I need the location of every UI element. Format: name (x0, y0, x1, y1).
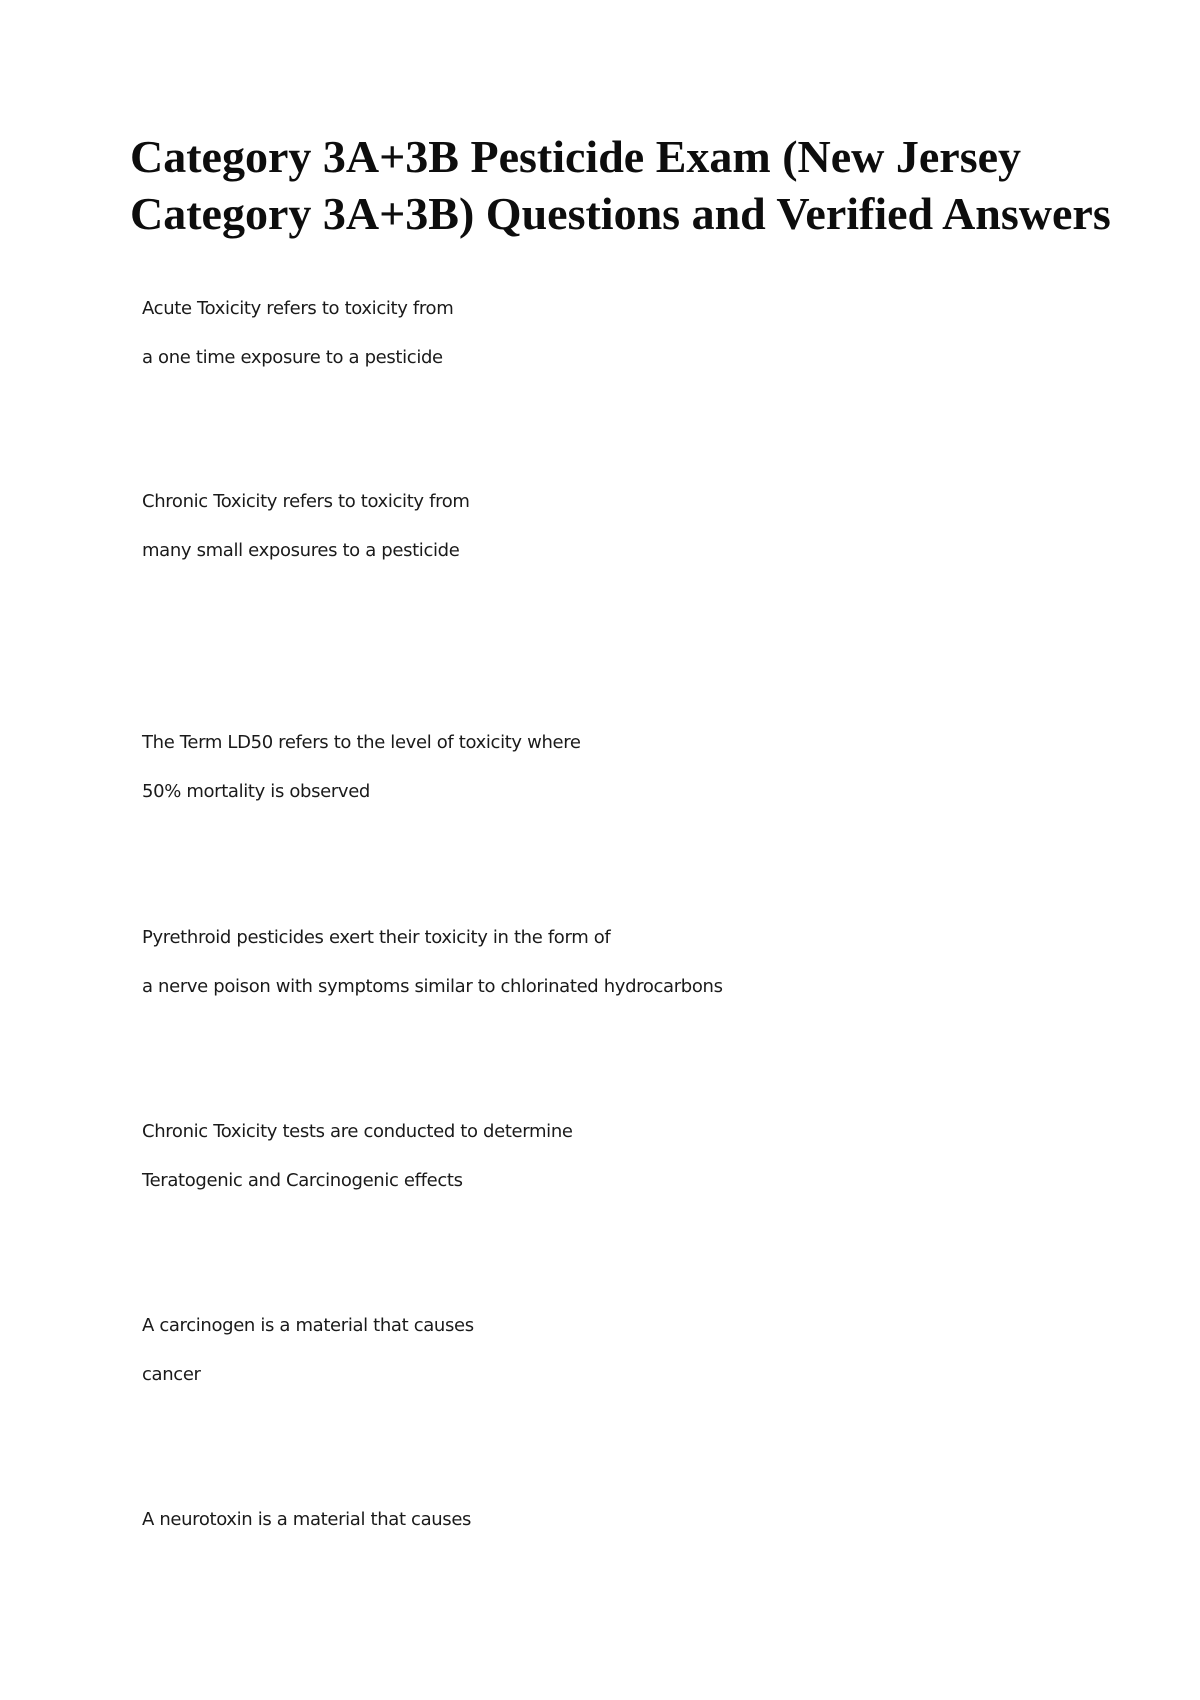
document-title-line-2: Category 3A+3B) Questions and Verified Answers (130, 188, 1111, 239)
question-text: Chronic Toxicity refers to toxicity from (142, 491, 470, 512)
question-text: A carcinogen is a material that causes (142, 1315, 474, 1336)
answer-text: a one time exposure to a pesticide (142, 347, 443, 368)
answer-text: many small exposures to a pesticide (142, 540, 460, 561)
answer-text: cancer (142, 1364, 201, 1385)
question-text: Acute Toxicity refers to toxicity from (142, 298, 454, 319)
answer-text: a nerve poison with symptoms similar to chlorinated hydrocarbons (142, 976, 723, 997)
question-text: A neurotoxin is a material that causes (142, 1509, 472, 1530)
question-text: The Term LD50 refers to the level of toxicity where (142, 732, 581, 753)
answer-text: 50% mortality is observed (142, 781, 370, 802)
question-text: Pyrethroid pesticides exert their toxicity in the form of (142, 927, 611, 948)
answer-text: Teratogenic and Carcinogenic effects (142, 1170, 463, 1191)
document-title-line-1: Category 3A+3B Pesticide Exam (New Jersey (130, 131, 1022, 182)
document-title (130, 128, 1170, 242)
question-text: Chronic Toxicity tests are conducted to determine (142, 1121, 573, 1142)
